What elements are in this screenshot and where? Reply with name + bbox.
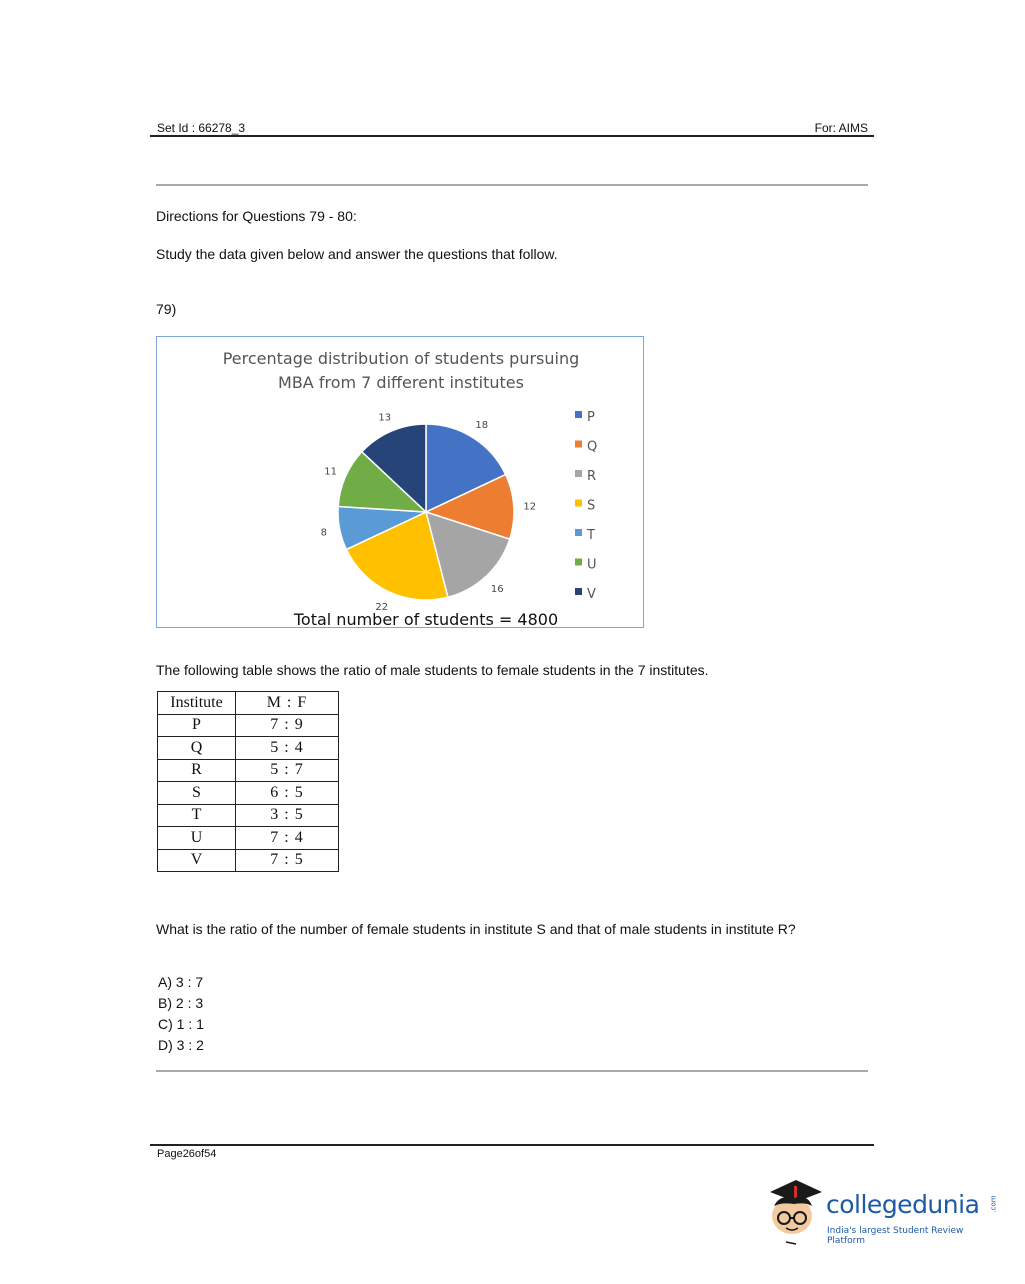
legend-swatch-s — [575, 500, 582, 507]
ratio-cell: 7 : 5 — [236, 849, 339, 872]
ratio-cell: 7 : 9 — [236, 714, 339, 737]
legend-label-r: R — [587, 469, 597, 484]
legend-swatch-r — [575, 470, 582, 477]
ratio-cell: 5 : 4 — [236, 737, 339, 760]
legend-swatch-p — [575, 411, 582, 418]
question-top-divider — [156, 184, 868, 186]
table-row — [158, 827, 339, 850]
ratio-cell: 5 : 7 — [236, 759, 339, 782]
directions-text: Directions for Questions 79 - 80: — [156, 208, 357, 224]
institute-cell: P — [158, 714, 236, 737]
data-label-v: 13 — [378, 412, 392, 424]
option-d[interactable]: D) 3 : 2 — [158, 1037, 204, 1053]
question-bottom-divider — [156, 1070, 868, 1072]
data-label-q: 12 — [523, 501, 537, 513]
data-label-t: 8 — [320, 527, 327, 539]
data-label-u: 11 — [324, 466, 337, 478]
logo-tagline: India's largest Student Review Platform — [827, 1226, 964, 1246]
data-label-p: 18 — [475, 420, 489, 432]
table-header-row — [158, 692, 339, 715]
data-label-s: 22 — [375, 602, 389, 614]
ratio-cell: 6 : 5 — [236, 782, 339, 805]
legend-label-u: U — [587, 557, 597, 573]
table-row — [158, 759, 339, 782]
chart-title-line2: MBA from 7 different institutes — [278, 373, 524, 392]
footer-rule — [150, 1144, 874, 1146]
ratio-table — [157, 691, 339, 872]
legend-swatch-q — [575, 441, 582, 448]
ratio-cell: 3 : 5 — [236, 804, 339, 827]
legend-swatch-u — [575, 559, 582, 566]
chart-title-line1: Percentage distribution of students pursuing — [222, 349, 580, 368]
ratio-cell: 7 : 4 — [236, 827, 339, 850]
option-c[interactable]: C) 1 : 1 — [158, 1016, 204, 1032]
logo-suffix: .com — [989, 1195, 998, 1213]
logo-wordmark: collegedunia — [826, 1190, 980, 1219]
header-ratio: M : F — [236, 692, 339, 715]
legend-label-q: Q — [587, 439, 598, 455]
institute-cell: U — [158, 827, 236, 850]
option-b[interactable]: B) 2 : 3 — [158, 995, 204, 1011]
table-intro: The following table shows the ratio of male students to female students in the 7 institutes. — [156, 662, 709, 678]
set-id: Set Id : 66278_3 — [157, 121, 246, 135]
chart-total: Total number of students = 4800 — [293, 610, 559, 629]
table-row — [158, 714, 339, 737]
page-number: Page26of54 — [157, 1148, 217, 1160]
legend-swatch-v — [575, 588, 582, 595]
institute-cell: T — [158, 804, 236, 827]
legend-label-s: S — [587, 498, 596, 514]
pie-chart-svg — [157, 337, 645, 629]
pie-chart — [156, 336, 644, 628]
header-rule — [150, 135, 874, 137]
answer-options — [158, 972, 204, 1056]
legend-label-v: V — [587, 587, 596, 602]
table-row — [158, 737, 339, 760]
question-text: What is the ratio of the number of female students in institute S and that of male students in institute R? — [156, 921, 796, 937]
legend-swatch-t — [575, 529, 582, 536]
institute-cell: Q — [158, 737, 236, 760]
option-a[interactable]: A) 3 : 7 — [158, 974, 204, 990]
instruction-text: Study the data given below and answer the questions that follow. — [156, 246, 558, 262]
institute-cell: R — [158, 759, 236, 782]
mascot-icon — [766, 1176, 824, 1248]
table-row — [158, 782, 339, 805]
legend-label-p: P — [587, 410, 595, 425]
table-row — [158, 849, 339, 872]
header-institute: Institute — [158, 692, 236, 715]
table-row — [158, 804, 339, 827]
question-number: 79) — [156, 301, 177, 317]
exam-name: For: AIMS — [814, 121, 868, 135]
institute-cell: V — [158, 849, 236, 872]
collegedunia-logo — [766, 1176, 996, 1248]
institute-cell: S — [158, 782, 236, 805]
data-label-r: 16 — [490, 583, 504, 595]
legend-label-t: T — [587, 528, 595, 543]
